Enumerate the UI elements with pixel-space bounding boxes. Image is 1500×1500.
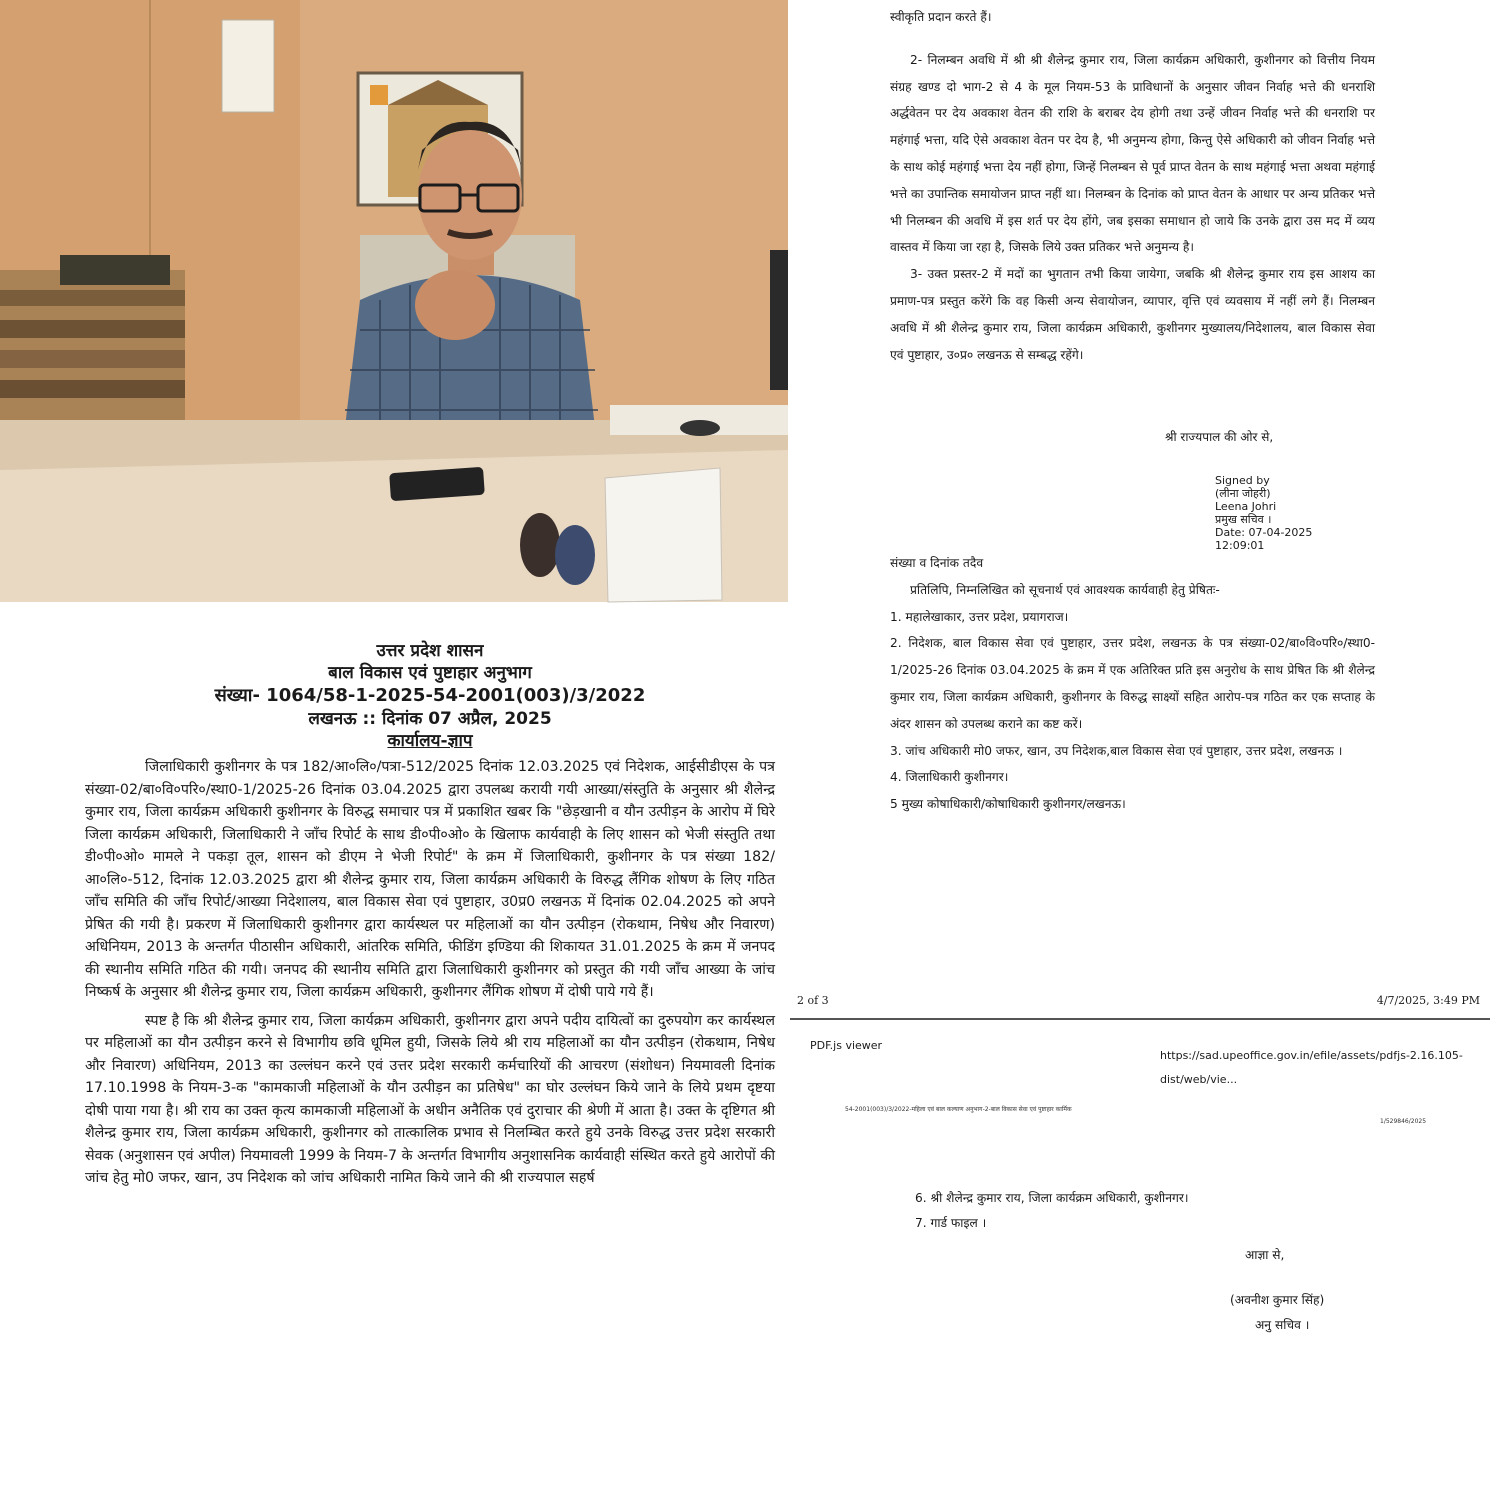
signed-by-label: Signed by bbox=[1215, 474, 1270, 487]
cc-item-5: 5 मुख्य कोषाधिकारी/कोषाधिकारी कुशीनगर/लखनऊ। bbox=[890, 797, 1126, 812]
office-photo-illustration bbox=[0, 0, 788, 602]
by-order-line: आज्ञा से, bbox=[1245, 1248, 1285, 1262]
government-header: उत्तर प्रदेश शासन bbox=[376, 641, 484, 661]
cc-item-2: 2. निदेशक, बाल विकास सेवा एवं पुष्टाहार, उत्तर प्रदेश, लखनऊ के पत्र संख्या-02/बा०वि०परि०/स्था0-1/2025-26 दिनांक 03.04.2025 के क्रम में एक अतिरिक्त प्रति इस अनुरोध के साथ प्रेषित कि श्री शैलेन्द्र कुमार राय, जिला कार्यक्रम अधिकारी, कुशीनगर के विरुद्ध साक्ष्यों सहित आरोप-पत्र गठित कर एक सप्ताह के अंदर शासन को उपलब्ध कराने का कष्ट करें। bbox=[890, 636, 1375, 731]
cc-item-1: 1. महालेखाकार, उत्तर प्रदेश, प्रयागराज। bbox=[890, 609, 1069, 624]
memo-paragraph-2: स्पष्ट है कि श्री शैलेन्द्र कुमार राय, जिला कार्यक्रम अधिकारी, कुशीनगर द्वारा अपने पदीय दायित्वों का दुरुपयोग कर कार्यस्थल पर महिलाओं का यौन उत्पीड़न करने से विभागीय छवि धूमिल हुयी, जिसके लिये श्री राय महिलाओं का यौन उत्पीड़न (रोकथाम, निषेध और निवारण) अधिनियम, 2013 का उल्लंघन करने एवं उत्तर प्रदेश सरकारी कर्मचारियों की आचरण (संशोधन) नियमावली दिनांक 17.10.1998 के नियम-3-क "कामकाजी महिलाओं के यौन उत्पीड़न का प्रतिषेध" का घोर उल्लंघन किये जाने के लिये प्रथम दृष्टया दोषी पाया गया है। श्री राय का उक्त कृत्य कामकाजी महिलाओं के अधीन अनैतिक एवं दुराचार की श्रेणी में आता है। उक्त के दृष्टिगत श्री शैलेन्द्र कुमार राय, जिला कार्यक्रम अधिकारी, कुशीनगर को तात्कालिक प्रभाव से निलम्बित करते हुये उनके विरुद्ध उत्तर प्रदेश सरकारी सेवक (अनुशासन एवं अपील) नियमावली 1999 के नियम-7 के अन्तर्गत विभागीय अनुशासनिक कार्यवाही संस्थित करते हुये आरोपों की जांच हेतु मो0 जफर, खान, उप निदेशक को जांच अधिकारी नामित किये जाने की श्री राज्यपाल सहर्ष bbox=[85, 1012, 775, 1186]
office-photo bbox=[0, 0, 788, 602]
point-3: 3- उक्त प्रस्तर-2 में मदों का भुगतान तभी किया जायेगा, जबकि श्री शैलेन्द्र कुमार राय इस आशय का प्रमाण-पत्र प्रस्तुत करेंगे कि वह किसी अन्य सेवायोजन, व्यापार, वृत्ति एवं व्यवसाय में नहीं लगे हैं। निलम्बन अवधि में श्री शैलेन्द्र कुमार राय, जिला कार्यक्रम अधिकारी, कुशीनगर मुख्यालय/निदेशालय, बाल विकास सेवा एवं पुष्टाहार, उ०प्र० लखनऊ से सम्बद्ध रहेंगे। bbox=[890, 267, 1375, 362]
page2-body bbox=[890, 4, 1375, 368]
digital-signature bbox=[1215, 474, 1365, 552]
cc-item-7: 7. गार्ड फाइल । bbox=[915, 1216, 987, 1230]
page-number: 2 of 3 bbox=[797, 994, 829, 1008]
file-reference: 1/529846/2025 bbox=[1380, 1118, 1427, 1125]
order-number: संख्या- 1064/58-1-2025-54-2001(003)/3/2022 bbox=[214, 685, 646, 706]
on-behalf-line: श्री राज्यपाल की ओर से, bbox=[1165, 430, 1274, 444]
signer-hindi-name: (लीना जोहरी) bbox=[1215, 487, 1271, 500]
signature-date: Date: 07-04-2025 12:09:01 bbox=[1215, 526, 1313, 552]
memo-paragraph-1: जिलाधिकारी कुशीनगर के पत्र 182/आ०लि०/पत्रा-512/2025 दिनांक 12.03.2025 एवं निदेशक, आईसीडीएस के पत्र संख्या-02/बा०वि०परि०/स्था0-1/2025-26 दिनांक 03.04.2025 द्वारा उपलब्ध करायी गयी आख्या/संस्तुति के अनुसार श्री शैलेन्द्र कुमार राय, जिला कार्यक्रम अधिकारी कुशीनगर के विरुद्ध समाचार पत्र में प्रकाशित खबर कि "छेड़खानी व यौन उत्पीड़न के आरोप में घिरे जिला कार्यक्रम अधिकारी, जिलाधिकारी ने जाँच रिपोर्ट के साथ डी०पी०ओ० के खिलाफ कार्यवाही के लिए शासन को भेजी संस्तुति तथा डी०पी०ओ० मामले ने पकड़ा तूल, शासन को डीएम ने भेजी रिपोर्ट" के क्रम में जिलाधिकारी, कुशीनगर के पत्र संख्या 182/आ०लि०-512, दिनांक 12.03.2025 द्वारा श्री शैलेन्द्र कुमार राय, जिला कार्यक्रम अधिकारी के विरुद्ध लैंगिक शोषण के लिए गठित जाँच समिति की जाँच रिपोर्ट/आख्या निदेशालय, बाल विकास सेवा एवं पुष्टाहार, उ0प्र0 लखनऊ में दिनांक 02.04.2025 को अपने प्रेषित की गयी है। प्रकरण में जिलाधिकारी कुशीनगर द्वारा कार्यस्थल पर महिलाओं का यौन उत्पीड़न (रोकथाम, निषेध और निवारण) अधिनियम, 2013 के अन्तर्गत पीठासीन अधिकारी, आंतरिक समिति, फीडिंग इण्डिया की शिकायत 31.01.2025 के क्रम में जनपद की स्थानीय समिति गठित की गयी। जनपद की स्थानीय समिति द्वारा जिलाधिकारी कुशीनगर को प्रस्तुत की गयी जाँच आख्या के जांच निष्कर्ष के अनुसार श्री शैलेन्द्र कुमार राय, जिला कार्यक्रम अधिकारी, कुशीनगर लैंगिक शोषण में दोषी पाये गये हैं। bbox=[85, 759, 775, 1000]
viewer-title: PDF.js viewer bbox=[810, 1039, 883, 1052]
copy-to-list bbox=[890, 550, 1375, 818]
point-2: 2- निलम्बन अवधि में श्री श्री शैलेन्द्र कुमार राय, जिला कार्यक्रम अधिकारी, कुशीनगर को वित्तीय नियम संग्रह खण्ड दो भाग-2 से 4 के मूल नियम-53 के प्राविधानों के अनुसार जीवन निर्वाह भत्ते की धनराशि अर्द्धवेतन पर देय अवकाश वेतन की राशि के बराबर देय होगी तथा उन्हें जीवन निर्वाह भत्ते की धनराशि पर महंगाई भत्ता, यदि ऐसे अवकाश वेतन पर देय है, भी अनुमन्य होगा, किन्तु ऐसे अधिकारी को जीवन निर्वाह भत्ते के साथ कोई महंगाई भत्ता देय नहीं होगा, जिन्हें निलम्बन से पूर्व प्राप्त वेतन के साथ महंगाई भत्ता अथवा महंगाई भत्ते का उपान्तिक समायोजन प्राप्त नहीं था। निलम्बन के दिनांक को प्राप्त वेतन के आधार पर अन्य प्रतिकर भत्ते भी निलम्बन की अवधि में इस शर्त पर देय होंगे, जब इसका समाधान हो जाये कि उनके द्वारा उस मद में व्यय वास्तव में किया जा रहा है, जिसके लिये उक्त प्रतिकर भत्ते अनुमन्य है। bbox=[890, 52, 1375, 255]
document-page-3 bbox=[790, 1028, 1490, 1353]
signatory-designation: अनु सचिव । bbox=[1255, 1318, 1310, 1332]
page-divider bbox=[790, 1018, 1490, 1020]
signer-designation: प्रमुख सचिव । bbox=[1215, 513, 1272, 526]
file-header: 54-2001(003)/3/2022-महिला एवं बाल कल्याण अनुभाग-2-बाल विकास सेवा एवं पुष्टाहार कार्मिक bbox=[845, 1106, 1072, 1113]
place-date: लखनऊ :: दिनांक 07 अप्रैल, 2025 bbox=[308, 709, 552, 729]
reference-line: संख्या व दिनांक तदैव bbox=[890, 556, 984, 570]
copy-intro: प्रतिलिपि, निम्नलिखित को सूचनार्थ एवं आवश्यक कार्यवाही हेतु प्रेषितः- bbox=[910, 582, 1220, 597]
cc-item-6: 6. श्री शैलेन्द्र कुमार राय, जिला कार्यक्रम अधिकारी, कुशीनगर। bbox=[915, 1191, 1189, 1205]
approval-line: स्वीकृति प्रदान करते हैं। bbox=[890, 10, 992, 24]
print-timestamp: 4/7/2025, 3:49 PM bbox=[1376, 994, 1480, 1008]
signatory-name: (अवनीश कुमार सिंह) bbox=[1230, 1293, 1325, 1307]
cc-item-4: 4. जिलाधिकारी कुशीनगर। bbox=[890, 770, 1009, 785]
signer-name: Leena Johri bbox=[1215, 500, 1277, 513]
cc-item-3: 3. जांच अधिकारी मो0 जफर, खान, उप निदेशक,बाल विकास सेवा एवं पुष्टाहार, उत्तर प्रदेश, लखनऊ । bbox=[890, 743, 1343, 758]
memo-title: कार्यालय-ज्ञाप bbox=[387, 731, 473, 751]
department-header: बाल विकास एवं पुष्टाहार अनुभाग bbox=[328, 663, 532, 683]
document-page-1 bbox=[85, 640, 775, 1500]
signature-block bbox=[1165, 430, 1365, 552]
viewer-url[interactable]: https://sad.upeoffice.gov.in/efile/assets/pdfjs-2.16.105-dist/web/vie... bbox=[1160, 1049, 1463, 1086]
document-page-2 bbox=[797, 0, 1500, 1015]
